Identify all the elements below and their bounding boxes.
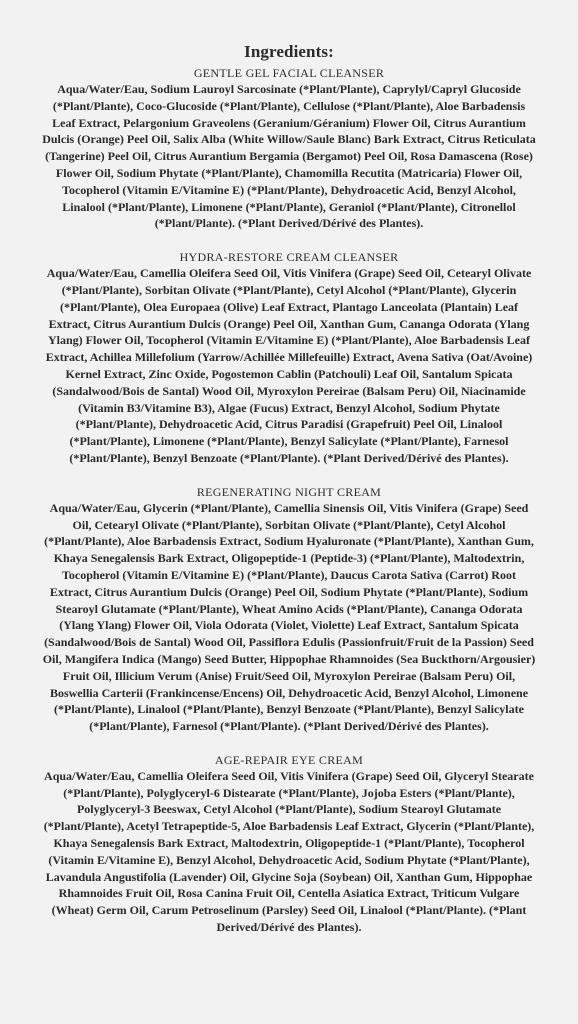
section-hydra-restore-cream-cleanser: [40, 249, 538, 467]
section-regenerating-night-cream: [40, 484, 538, 735]
section-age-repair-eye-cream: [40, 752, 538, 936]
section-ingredient-list: Aqua/Water/Eau, Glycerin (*Plant/Plante), Camellia Sinensis Oil, Vitis Vinifera (Grape) Seed Oil, Cetearyl Olivate (*Plant/Plante), Sorbitan Olivate (*Plant/Plante), Cetyl Alcohol (*Plant/Plante), Aloe Barbadensis Extract, Sodium Hyaluronate (*Plant/Plante), Xanthan Gum, Khaya Senegalensis Bark Extract, Oligopeptide-1 (Peptide-3) (*Plant/Plante), Maltodextrin, Tocopherol (Vitamin E/Vitamine E) (*Plant/Plante), Daucus Carota Sativa (Carrot) Root Extract, Citrus Aurantium Dulcis (Orange) Peel Oil, Sodium Phytate (*Plant/Plante), Sodium Stearoyl Glutamate (*Plant/Plante), Wheat Amino Acids (*Plant/Plante), Cananga Odorata (Ylang Ylang) Flower Oil, Viola Odorata (Violet, Violette) Leaf Extract, Santalum Spicata (Sandalwood/Bois de Santal) Wood Oil, Passiflora Edulis (Passionfruit/Fruit de la Passion) Seed Oil, Mangifera Indica (Mango) Seed Butter, Hippophae Rhamnoides (Sea Buckthorn/Argousier) Fruit Oil, Illicium Verum (Anise) Fruit/Seed Oil, Myroxylon Pereirae (Balsam Peru) Oil, Boswellia Carterii (Frankincense/Encens) Oil, Dehydroacetic Acid, Benzyl Alcohol, Limonene (*Plant/Plante), Linalool (*Plant/Plante), Benzyl Benzoate (*Plant/Plante), Benzyl Salicylate (*Plant/Plante), Farnesol (*Plant/Plante). (*Plant Derived/Dérivé des Plantes).: [42, 500, 536, 734]
section-heading: REGENERATING NIGHT CREAM: [196, 484, 382, 499]
section-heading: GENTLE GEL FACIAL CLEANSER: [193, 66, 385, 80]
section-heading: HYDRA-RESTORE CREAM CLEANSER: [179, 250, 399, 265]
section-ingredient-list: Aqua/Water/Eau, Camellia Oleifera Seed Oil, Vitis Vinifera (Grape) Seed Oil, Cetearyl Olivate (*Plant/Plante), Sorbitan Olivate (*Plant/Plante), Cetyl Alcohol (*Plant/Plante), Glycerin (*Plant/Plante), Olea Europaea (Olive) Leaf Extract, Plantago Lanceolata (Plantain) Leaf Extract, Citrus Aurantium Dulcis (Orange) Peel Oil, Xanthan Gum, Cananga Odorata (Ylang Ylang) Flower Oil, Tocopherol (Vitamin E/Vitamine E) (*Plant/Plante), Aloe Barbadensis Leaf Extract, Achillea Millefolium (Yarrow/Achillée Millefeuille) Extract, Avena Sativa (Oat/Avoine) Kernel Extract, Zinc Oxide, Pogostemon Cablin (Patchouli) Leaf Oil, Santalum Spicata (Sandalwood/Bois de Santal) Wood Oil, Myroxylon Pereirae (Balsam Peru) Oil, Niacinamide (Vitamin B3/Vitamine B3), Algae (Fucus) Extract, Benzyl Alcohol, Sodium Phytate (*Plant/Plante), Dehydroacetic Acid, Citrus Paradisi (Grapefruit) Peel Oil, Linalool (*Plant/Plante), Limonene (*Plant/Plante), Benzyl Salicylate (*Plant/Plante), Farnesol (*Plant/Plante), Benzyl Benzoate (*Plant/Plante). (*Plant Derived/Dérivé des Plantes).: [45, 266, 533, 465]
section-heading: AGE-REPAIR EYE CREAM: [214, 752, 364, 767]
section-ingredient-list: Aqua/Water/Eau, Sodium Lauroyl Sarcosinate (*Plant/Plante), Caprylyl/Capryl Glucoside (*Plant/Plante), Coco-Glucoside (*Plant/Plante), Cellulose (*Plant/Plante), Aloe Barbadensis Leaf Extract, Pelargonium Graveolens (Geranium/Géranium) Flower Oil, Citrus Aurantium Dulcis (Orange) Peel Oil, Salix Alba (White Willow/Saule Blanc) Bark Extract, Citrus Reticulata (Tangerine) Peel Oil, Citrus Aurantium Bergamia (Bergamot) Peel Oil, Rosa Damascena (Rose) Flower Oil, Sodium Phytate (*Plant/Plante), Chamomilla Recutita (Matricaria) Flower Oil, Tocopherol (Vitamin E/Vitamine E) (*Plant/Plante), Dehydroacetic Acid, Benzyl Alcohol, Linalool (*Plant/Plante), Limonene (*Plant/Plante), Geraniol (*Plant/Plante), Citronellol (*Plant/Plante). (*Plant Derived/Dérivé des Plantes).: [42, 82, 536, 231]
page-title: Ingredients:: [244, 42, 334, 61]
section-ingredient-list: Aqua/Water/Eau, Camellia Oleifera Seed Oil, Vitis Vinifera (Grape) Seed Oil, Glyceryl Stearate (*Plant/Plante), Polyglyceryl-6 Distearate (*Plant/Plante), Jojoba Esters (*Plant/Plante), Polyglyceryl-3 Beeswax, Cetyl Alcohol (*Plant/Plante), Sodium Stearoyl Glutamate (*Plant/Plante), Acetyl Tetrapeptide-5, Aloe Barbadensis Leaf Extract, Glycerin (*Plant/Plante), Khaya Senegalensis Bark Extract, Maltodextrin, Oligopeptide-1 (*Plant/Plante), Tocopherol (Vitamin E/Vitamine E), Benzyl Alcohol, Dehydroacetic Acid, Sodium Phytate (*Plant/Plante), Lavandula Angustifolia (Lavender) Oil, Glycine Soja (Soybean) Oil, Xanthan Gum, Hippophae Rhamnoides Fruit Oil, Rosa Canina Fruit Oil, Centella Asiatica Extract, Triticum Vulgare (Wheat) Germ Oil, Carum Petroselinum (Parsley) Seed Oil, Linalool (*Plant/Plante). (*Plant Derived/Dérivé des Plantes).: [43, 768, 535, 935]
section-gentle-gel-facial-cleanser: [40, 65, 538, 232]
